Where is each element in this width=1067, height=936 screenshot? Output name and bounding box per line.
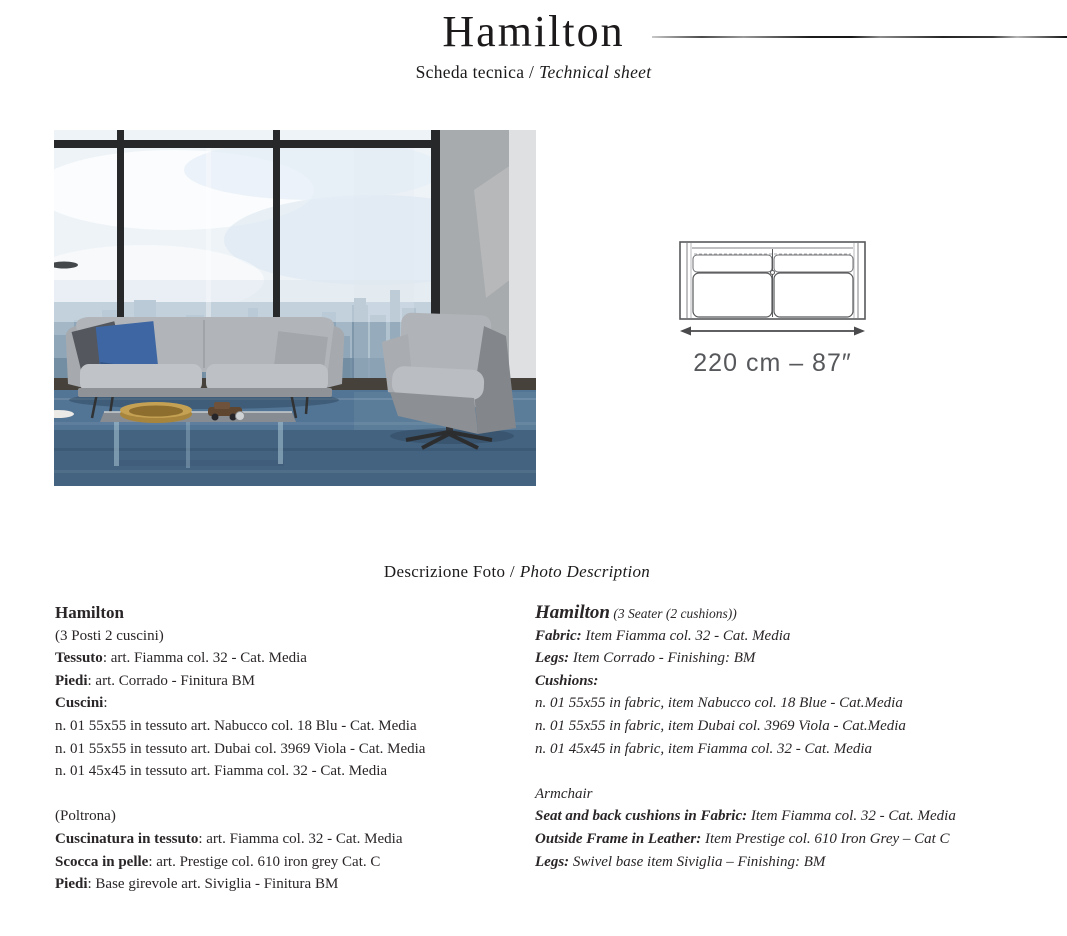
spec-text: Legs: bbox=[535, 853, 570, 870]
spec-line bbox=[535, 625, 1060, 648]
spec-line bbox=[55, 625, 525, 648]
section-heading-italian: Descrizione Foto / bbox=[383, 562, 515, 581]
spec-text: : bbox=[103, 695, 108, 712]
spec-text: n. 01 45x45 in tessuto art. Fiamma col. 32 - Cat. Media bbox=[55, 763, 388, 780]
spec-text: n. 01 45x45 in fabric, item Fiamma col. 32 - Cat. Media bbox=[535, 740, 873, 757]
page-subtitle bbox=[0, 62, 1067, 83]
right-column bbox=[535, 602, 1060, 873]
spec-text: : art. Fiamma col. 32 - Cat. Media bbox=[198, 830, 403, 847]
sofa-top-view-diagram bbox=[655, 228, 890, 378]
sofa-illustration bbox=[66, 317, 345, 418]
spec-text: Hamilton bbox=[55, 603, 124, 622]
spec-text: Fabric: bbox=[535, 627, 582, 644]
spec-line bbox=[535, 828, 1060, 851]
spec-text: Item Corrado - Finishing: BM bbox=[569, 650, 756, 667]
spec-line bbox=[55, 828, 525, 851]
section-heading bbox=[384, 562, 650, 582]
spec-text: Hamilton bbox=[535, 602, 610, 623]
spec-line bbox=[55, 738, 525, 761]
spec-text: n. 01 55x55 in fabric, item Nabucco col. 18 Blue - Cat.Media bbox=[535, 695, 903, 712]
spec-line bbox=[535, 760, 1060, 783]
gold-bowl bbox=[120, 402, 192, 423]
spec-text: Cuscini bbox=[55, 695, 104, 712]
spec-line bbox=[535, 783, 1060, 806]
spec-text: Legs: bbox=[535, 650, 570, 667]
dimension-label: 220 cm – 87″ bbox=[693, 349, 852, 377]
spec-line bbox=[535, 692, 1060, 715]
subtitle-english: Technical sheet bbox=[539, 62, 652, 82]
section-heading-english: Photo Description bbox=[519, 562, 651, 581]
spec-text: n. 01 55x55 in tessuto art. Dubai col. 3969 Viola - Cat. Media bbox=[55, 740, 426, 757]
spec-text: (Poltrona) bbox=[55, 808, 116, 825]
spec-text: Piedi bbox=[55, 876, 88, 893]
spec-text: Armchair bbox=[535, 785, 593, 802]
spec-text: : art. Fiamma col. 32 - Cat. Media bbox=[102, 650, 307, 667]
spec-line bbox=[535, 805, 1060, 828]
spec-text: Item Fiamma col. 32 - Cat. Media bbox=[581, 627, 791, 644]
spec-line bbox=[55, 602, 525, 625]
spec-line bbox=[55, 670, 525, 693]
spec-text: n. 01 55x55 in tessuto art. Nabucco col. 18 Blu - Cat. Media bbox=[55, 717, 417, 734]
spec-line bbox=[55, 760, 525, 783]
spec-text: Seat and back cushions in Fabric: bbox=[535, 808, 748, 825]
spec-text: : art. Corrado - Finitura BM bbox=[87, 672, 255, 689]
product-photo bbox=[54, 130, 536, 486]
spec-line bbox=[55, 851, 525, 874]
spec-text: (3 Seater (2 cushions)) bbox=[609, 606, 737, 621]
page-title: Hamilton bbox=[442, 7, 625, 56]
title-rule bbox=[652, 36, 1067, 38]
spec-line bbox=[535, 851, 1060, 874]
spec-line bbox=[535, 670, 1060, 693]
spec-line bbox=[55, 783, 525, 806]
spec-text: Item Prestige col. 610 Iron Grey – Cat C bbox=[701, 830, 950, 847]
spec-line bbox=[535, 715, 1060, 738]
spec-line bbox=[55, 692, 525, 715]
subtitle-italian: Scheda tecnica / bbox=[415, 62, 535, 82]
spec-text: Tessuto bbox=[55, 650, 103, 667]
spec-text: Piedi bbox=[55, 672, 88, 689]
spec-text: (3 Posti 2 cuscini) bbox=[55, 627, 164, 644]
spec-text: Scocca in pelle bbox=[55, 853, 149, 870]
dimension-arrow bbox=[680, 327, 865, 336]
spec-line bbox=[55, 805, 525, 828]
spec-line bbox=[55, 873, 525, 896]
spec-text: Outside Frame in Leather: bbox=[535, 830, 702, 847]
spec-line bbox=[535, 602, 1060, 625]
spec-line bbox=[535, 738, 1060, 761]
spec-line bbox=[55, 647, 525, 670]
spec-text: n. 01 55x55 in fabric, item Dubai col. 3969 Viola - Cat.Media bbox=[535, 717, 906, 734]
spec-text: : Base girevole art. Siviglia - Finitura BM bbox=[87, 876, 339, 893]
spec-text: Item Fiamma col. 32 - Cat. Media bbox=[747, 808, 956, 825]
spec-line bbox=[535, 647, 1060, 670]
spec-text: Cushions: bbox=[535, 672, 599, 689]
spec-line bbox=[55, 715, 525, 738]
spec-text: : art. Prestige col. 610 iron grey Cat. C bbox=[148, 853, 381, 870]
spec-text: Cuscinatura in tessuto bbox=[55, 830, 199, 847]
sofa-schematic bbox=[655, 228, 890, 340]
spec-text: Swivel base item Siviglia – Finishing: BM bbox=[569, 853, 826, 870]
left-column bbox=[55, 602, 525, 896]
living-room-scene bbox=[54, 130, 536, 486]
